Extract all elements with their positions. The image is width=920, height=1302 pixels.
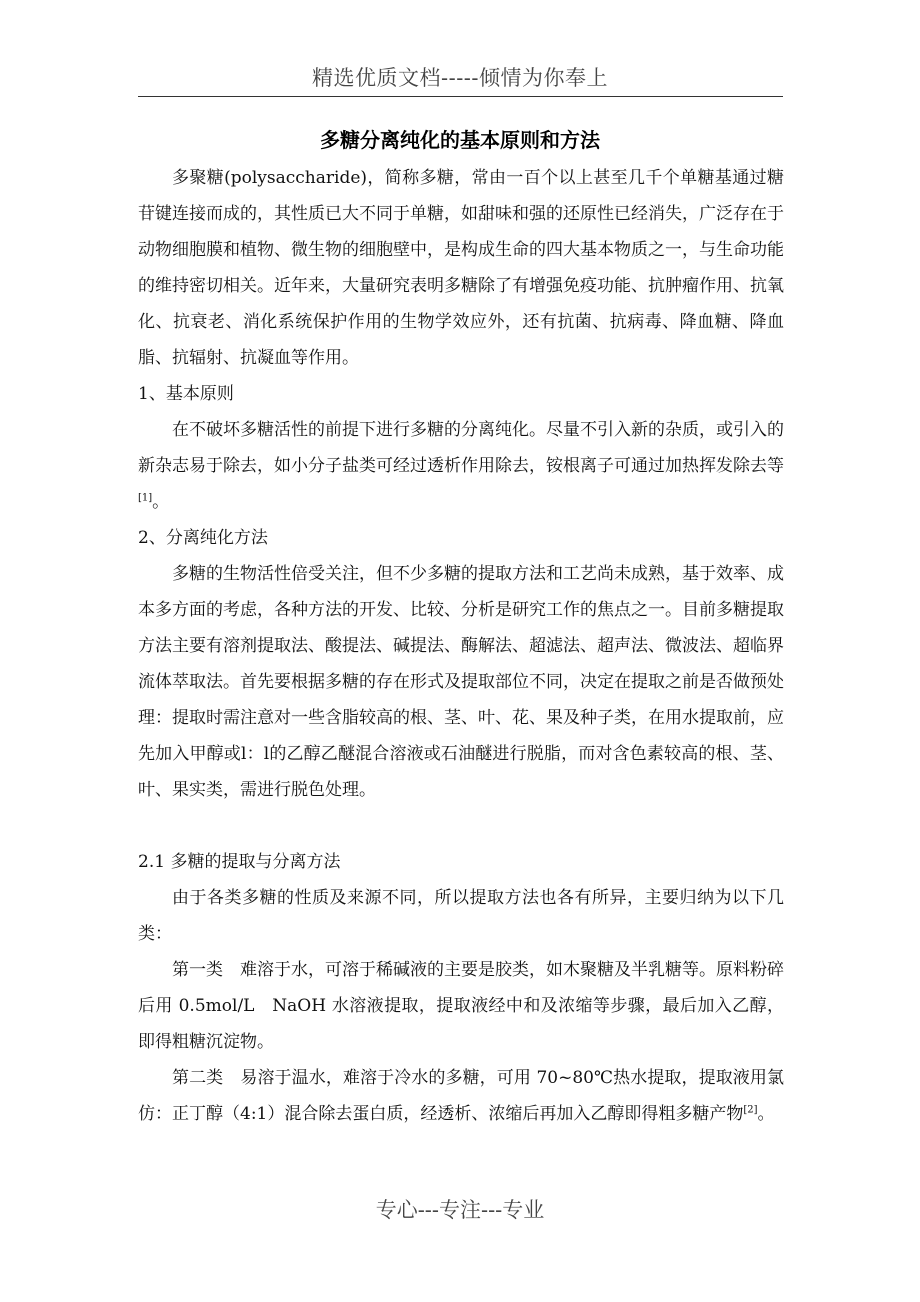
citation-1: [1] <box>138 492 153 504</box>
section-2-paragraph: 多糖的生物活性倍受关注，但不少多糖的提取方法和工艺尚未成熟，基于效率、成本多方面的考虑，各种方法的开发、比较、分析是研究工作的焦点之一。目前多糖提取方法主要有溶剂提取法、酸提法、碱提法、酶解法、超滤法、超声法、微波法、超临界流体萃取法。首先要根据多糖的存在形式及提取部位不同，决定在提取之前是否做预处理：提取时需注意对一些含脂较高的根、茎、叶、花、果及种子类，在用水提取前，应先加入甲醇或l：l的乙醇乙醚混合溶液或石油醚进行脱脂，而对含色素较高的根、茎、叶、果实类，需进行脱色处理。 <box>138 564 784 800</box>
page-header: 精选优质文档-----倾情为你奉上 <box>312 66 608 90</box>
intro-paragraph: 多聚糖(polysaccharide)，简称多糖，常由一百个以上甚至几千个单糖基通过糖苷键连接而成的，其性质已大不同于单糖，如甜味和强的还原性已经消失，广泛存在于动物细胞膜和植物、微生物的细胞壁中，是构成生命的四大基本物质之一，与生命功能的维持密切相关。近年来，大量研究表明多糖除了有增强免疫功能、抗肿瘤作用、抗氧化、抗衰老、消化系统保护作用的生物学效应外，还有抗菌、抗病毒、降血糖、降血脂、抗辐射、抗凝血等作用。 <box>138 168 784 368</box>
class-2-end: 。 <box>757 1104 775 1124</box>
class-1-paragraph: 第一类 难溶于水，可溶于稀碱液的主要是胶类，如木聚糖及半乳糖等。原料粉碎后用 0.5mol/L NaOH 水溶液提取，提取液经中和及浓缩等步骤，最后加入乙醇，即得粗糖沉淀物。 <box>138 960 784 1052</box>
class-2-paragraph <box>138 1060 784 1132</box>
document-body <box>138 160 784 1132</box>
section-1-text: 在不破坏多糖活性的前提下进行多糖的分离纯化。尽量不引入新的杂质，或引入的新杂志易于除去，如小分子盐类可经过透析作用除去，铵根离子可通过加热挥发除去等 <box>138 420 784 476</box>
section-2-1-heading: 2.1 多糖的提取与分离方法 <box>138 852 341 872</box>
header-divider <box>138 96 783 97</box>
page-footer: 专心---专注---专业 <box>375 1198 545 1222</box>
section-1-paragraph <box>138 412 784 520</box>
section-1-heading: 1、基本原则 <box>138 384 234 404</box>
section-1-end: 。 <box>152 492 170 512</box>
citation-2: [2] <box>743 1104 758 1116</box>
class-2-text: 第二类 易溶于温水，难溶于冷水的多糖，可用 70~80℃热水提取，提取液用氯仿：正丁醇（4:1）混合除去蛋白质，经透析、浓缩后再加入乙醇即得粗多糖产物 <box>138 1068 784 1124</box>
document-title: 多糖分离纯化的基本原则和方法 <box>320 128 600 152</box>
section-2-heading: 2、分离纯化方法 <box>138 528 268 548</box>
section-2-1-intro: 由于各类多糖的性质及来源不同，所以提取方法也各有所异，主要归纳为以下几类： <box>138 888 784 944</box>
blank-line <box>138 808 784 844</box>
